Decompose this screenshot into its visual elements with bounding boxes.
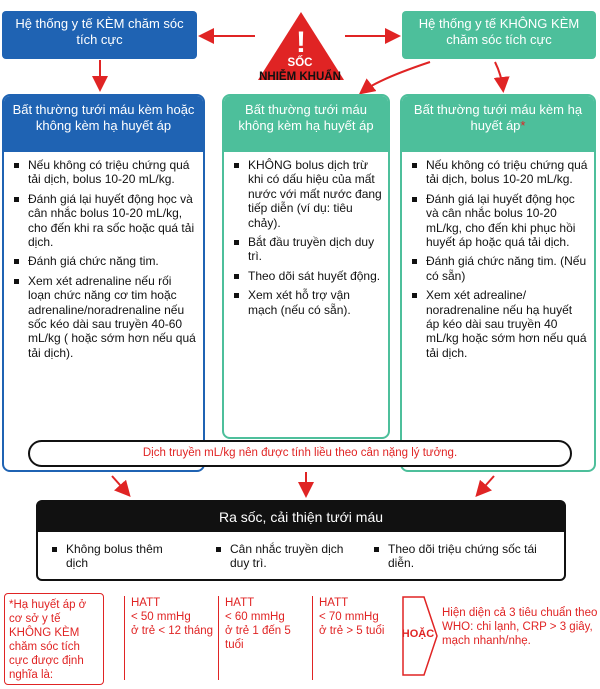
outcome-box bbox=[36, 500, 566, 581]
criterion-label: HATT bbox=[225, 597, 255, 609]
arrow-left-to-outcome bbox=[112, 476, 128, 494]
criterion-child bbox=[218, 596, 306, 680]
criterion-age: ở trẻ 1 đến 5 tuổi bbox=[225, 625, 291, 651]
list-item: Nếu không có triệu chứng quá tải dịch, bolus 10-20 mL/kg. bbox=[412, 158, 588, 187]
column-middle-title: Bất thường tưới máu không kèm hạ huyết áp bbox=[224, 96, 388, 152]
outcome-item: Không bolus thêm dịch bbox=[52, 542, 182, 570]
outcome-item: Cân nhắc truyền dịch duy trì. bbox=[216, 542, 366, 570]
column-right-title-box bbox=[402, 96, 594, 152]
criterion-value: < 60 mmHg bbox=[225, 611, 285, 623]
arrow-non-icu-to-middle bbox=[362, 62, 430, 92]
septic-shock-label bbox=[228, 58, 372, 84]
list-item: Đánh giá lại huyết động học và cân nhắc bolus 10-20 mL/kg, cho đến khi ra sốc hoặc quá tải dịch. bbox=[14, 192, 197, 250]
column-left-title: Bất thường tưới máu kèm hoặc không kèm hạ huyết áp bbox=[4, 96, 203, 152]
or-label: HOẶC bbox=[401, 628, 435, 640]
list-item: Đánh giá chức năng tim. bbox=[14, 254, 197, 268]
shock-line-1: SỐC bbox=[287, 57, 313, 69]
criterion-value: < 50 mmHg bbox=[131, 611, 191, 623]
list-item: Nếu không có triệu chứng quá tải dịch, bolus 10-20 mL/kg. bbox=[14, 158, 197, 187]
criterion-age: ở trẻ < 12 tháng bbox=[131, 625, 214, 637]
list-item: Xem xét adrenaline nếu rối loạn chức năng cơ tim hoặc adrenaline/noradrenaline nếu sốc kéo dài sau truyền 40-60 mL/kg ( hoặc sớm hơn nếu quá tải dịch). bbox=[14, 274, 197, 360]
column-middle-list bbox=[224, 152, 388, 317]
criterion-value: < 70 mmHg bbox=[319, 611, 379, 623]
list-item: KHÔNG bolus dịch trừ khi có dấu hiệu của mất nước với mất nước đang tiếp diễn (ví dụ: tiêu chảy). bbox=[234, 158, 382, 230]
outcome-title: Ra sốc, cải thiện tưới máu bbox=[38, 502, 564, 532]
who-criteria: Hiện diện cả 3 tiêu chuẩn theo WHO: chi lạnh, CRP > 3 giây, mạch nhanh/nhẹ. bbox=[442, 607, 598, 647]
column-right-title: Bất thường tưới máu kèm hạ huyết áp bbox=[413, 102, 583, 133]
arrow-right-to-outcome bbox=[478, 476, 494, 494]
list-item: Xem xét adrealine/ noradrenaline nếu hạ huyết áp kéo dài sau truyền 40 mL/kg hoặc sớm hơn nếu quá tải dịch. bbox=[412, 288, 588, 360]
arrow-non-icu-to-right bbox=[495, 62, 503, 89]
criterion-infant bbox=[124, 596, 214, 680]
criterion-age: ở trẻ > 5 tuổi bbox=[319, 625, 385, 637]
list-item: Đánh giá chức năng tim. (Nếu có sẵn) bbox=[412, 254, 588, 283]
criterion-label: HATT bbox=[319, 597, 349, 609]
weight-note: Dịch truyền mL/kg nên được tính liều theo cân nặng lý tưởng. bbox=[28, 440, 572, 467]
shock-line-2: NHIỄM KHUẨN bbox=[259, 71, 341, 83]
criterion-older-child bbox=[312, 596, 398, 680]
column-hypoperfusion-no-hypotension bbox=[222, 94, 390, 439]
icu-system-box bbox=[2, 11, 197, 59]
list-item: Theo dõi sát huyết động. bbox=[234, 269, 382, 283]
column-left-list bbox=[4, 152, 203, 360]
column-hypoperfusion-any bbox=[2, 94, 205, 472]
non-icu-system-label: Hệ thống y tế KHÔNG KÈM chăm sóc tích cực bbox=[418, 16, 580, 47]
list-item: Đánh giá lại huyết động học và cân nhắc bolus 10-20 mL/kg, cho đến khi phục hồi huyết áp hoặc quá tải dịch. bbox=[412, 192, 588, 250]
list-item: Bắt đầu truyền dịch duy trì. bbox=[234, 235, 382, 264]
criterion-label: HATT bbox=[131, 597, 161, 609]
outcome-item: Theo dõi triệu chứng sốc tái diễn. bbox=[374, 542, 554, 570]
list-item: Xem xét hỗ trợ vận mạch (nếu có sẵn). bbox=[234, 288, 382, 317]
icu-system-label: Hệ thống y tế KÈM chăm sóc tích cực bbox=[15, 16, 184, 47]
footnote-star: * bbox=[520, 118, 526, 133]
column-hypoperfusion-hypotension bbox=[400, 94, 596, 472]
hypotension-definition: *Hạ huyết áp ở cơ sở y tế KHÔNG KÈM chăm sóc tích cực được định nghĩa là: bbox=[4, 593, 104, 685]
warning-mark: ! bbox=[296, 26, 306, 59]
column-right-list bbox=[402, 152, 594, 360]
non-icu-system-box bbox=[402, 11, 596, 59]
